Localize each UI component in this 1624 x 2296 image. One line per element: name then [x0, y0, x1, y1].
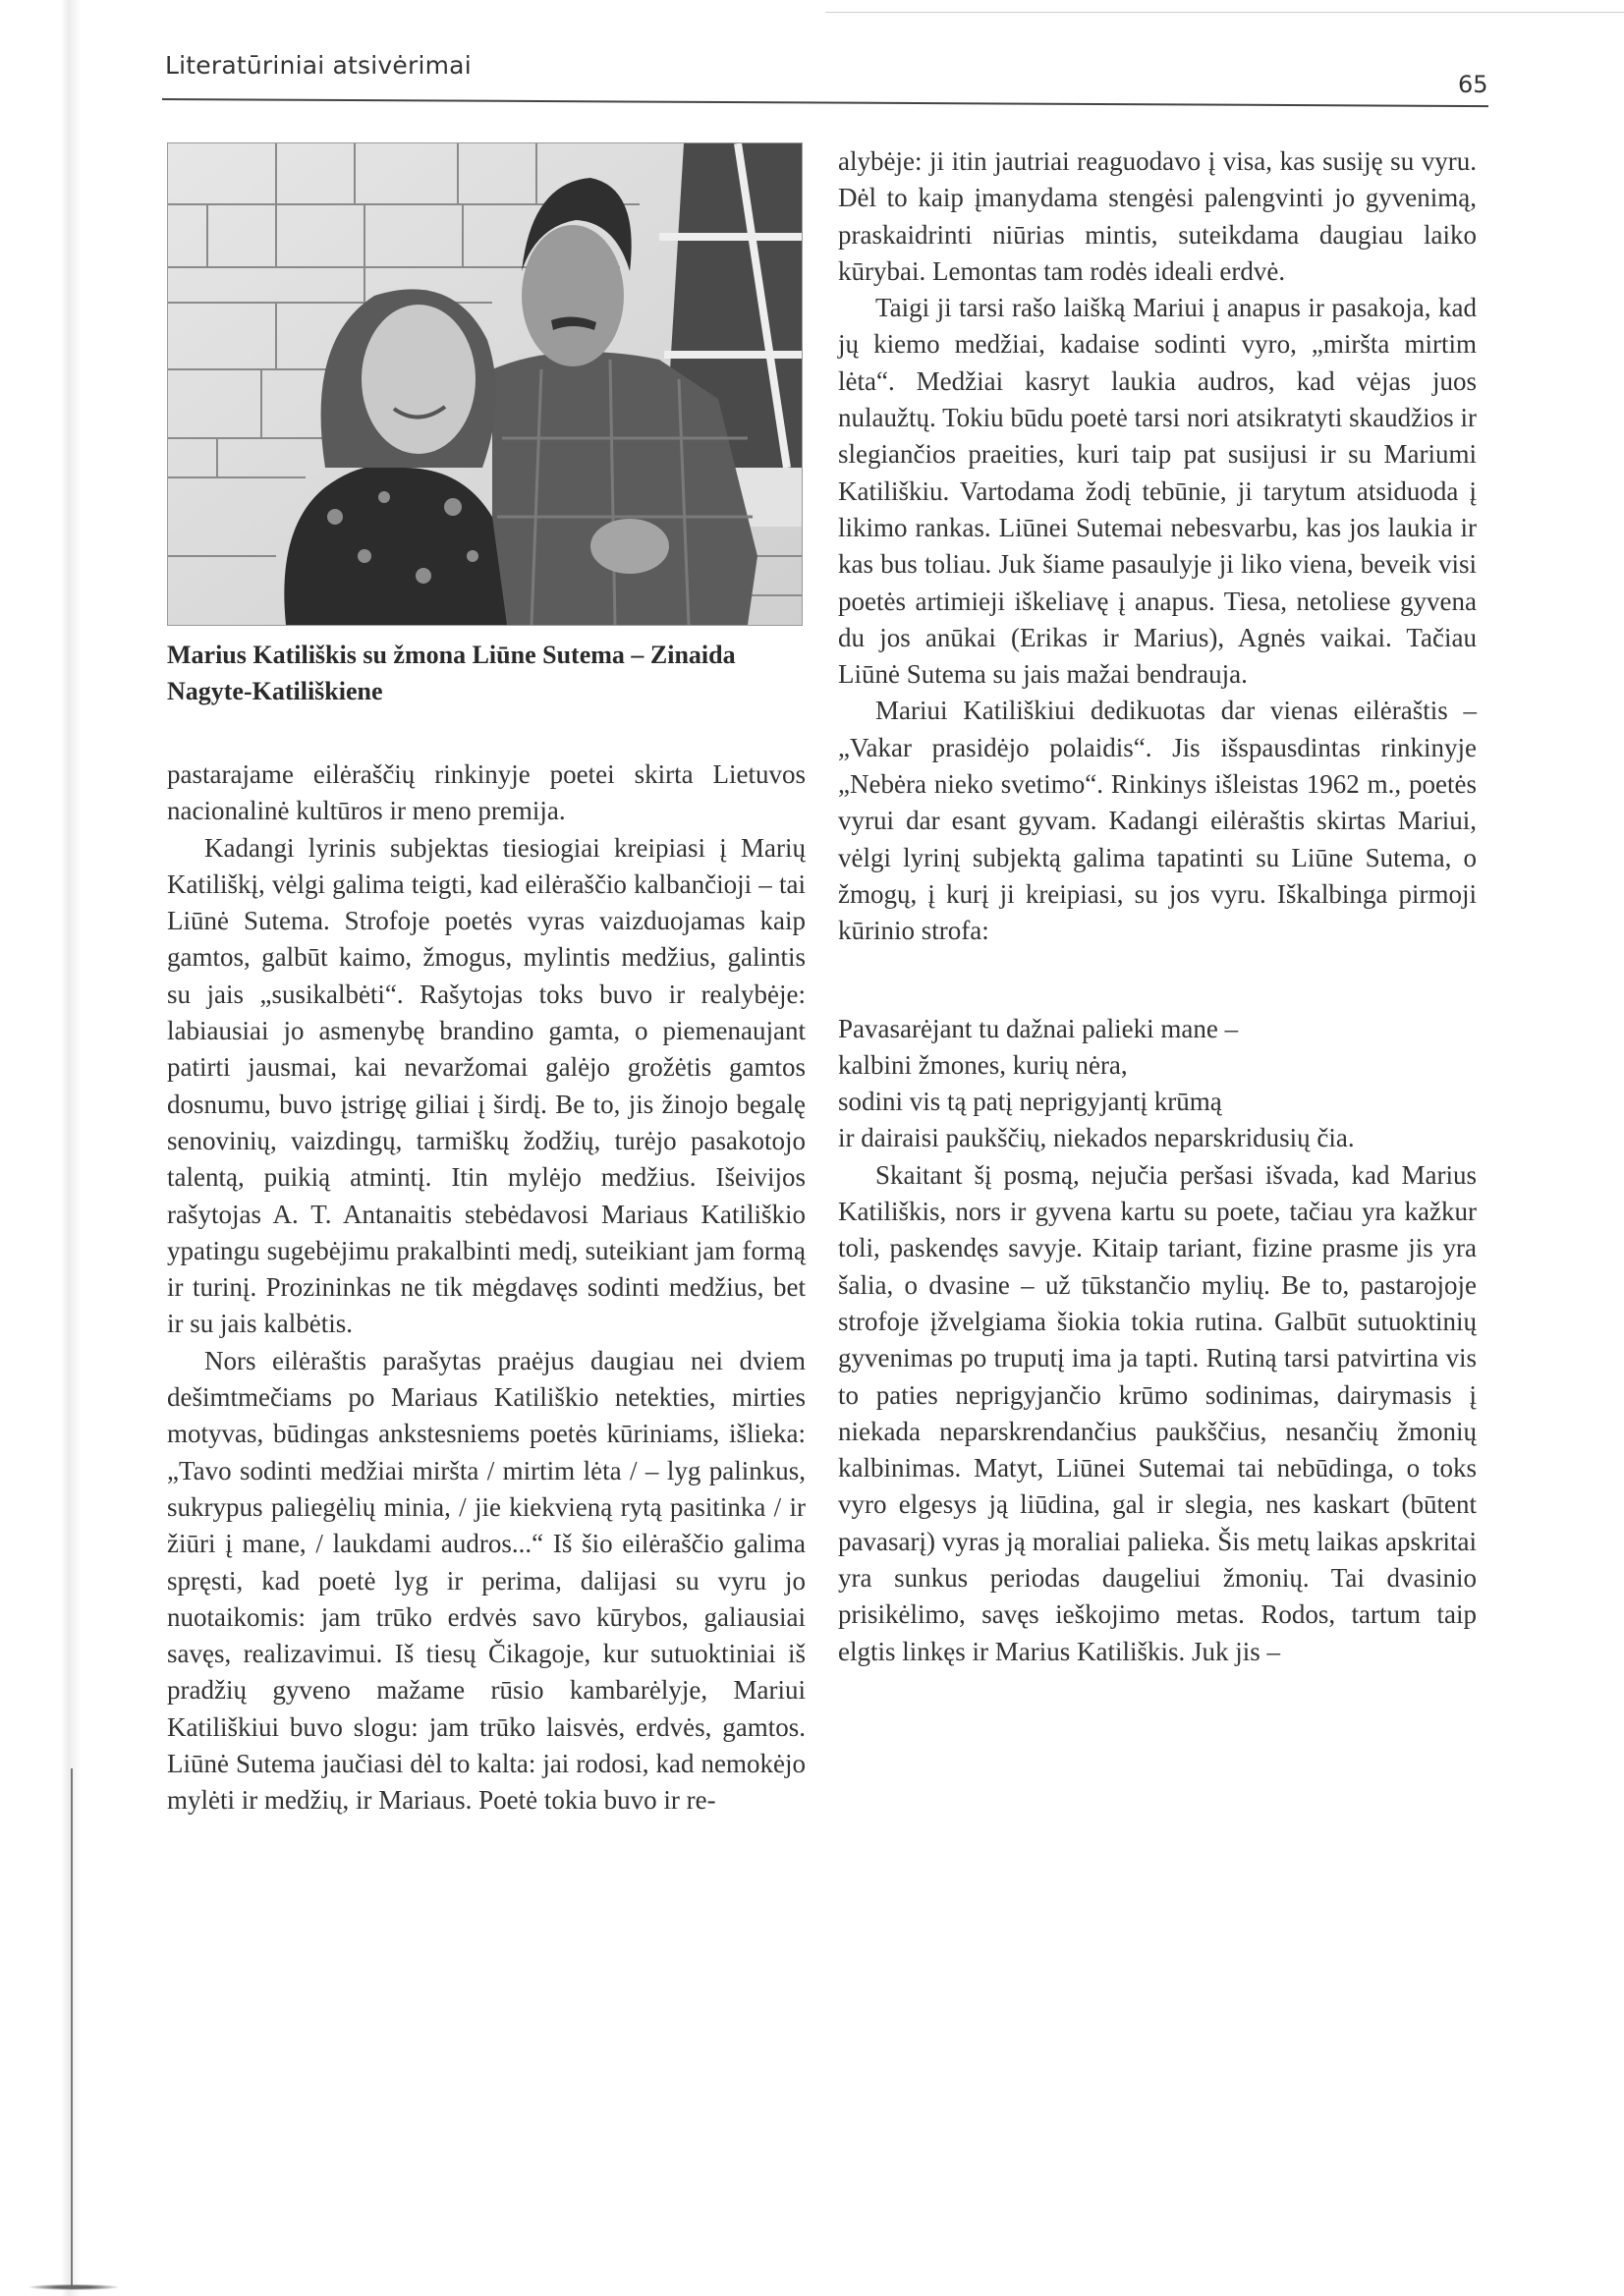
body-paragraph: pastarajame eilėraščių rinkinyje poetei skirta Lietuvos nacionalinė kultūros ir meno premija. — [167, 759, 806, 826]
body-paragraph: Mariui Katiliškiui dedikuotas dar vienas eilėraštis – „Vakar prasidėjo polaidis“. Jis išspausdintas rinkinyje „Nebėra nieko svetimo“. Rinkinys išleistas 1962 m., poetės vyrui dar esant gyvam. Kadangi eilėraštis skirtas Mariui, vėlgi lyrinį subjektą galima tapatinti su Liūne Sutema, o žmogų, į kurį ji kreipiasi, su jos vyru. Iškalbinga pirmoji kūrinio strofa: — [838, 696, 1477, 946]
poem-line: ir dairaisi paukščių, niekados neparskridusių čia. — [838, 1123, 1355, 1153]
right-column — [838, 143, 1477, 1670]
clasped-hands — [590, 519, 669, 574]
woman-face — [362, 305, 476, 454]
body-paragraph: alybėje: ji itin jautriai reaguodavo į visa, kas susiję su vyru. Dėl to kaip įmanydama stengėsi palengvinti jo gyvenimą, praskaidrinti niūrias mintis, suteikdama daugiau laiko kūrybai. Lemontas tam rodės ideali erdvė. — [838, 146, 1477, 286]
poem-line: kalbini žmones, kurių nėra, — [838, 1049, 1128, 1080]
binding-edge-foot — [29, 2284, 118, 2290]
body-paragraph: Skaitant šį posmą, nejučia peršasi išvada, kad Marius Katiliškis, nors ir gyvena kartu su poete, tačiau yra kažkur toli, paskendęs savyje. Kitaip tariant, fizine prasme jis yra šalia, o dvasine – už tūkstančio mylių. Be to, pastarojoje strofoje įžvelgiama šiokia tokia rutina. Galbūt sutuoktinių gyvenimas po truputį ima ja tapti. Rutiną tarsi patvirtina vis to paties neprigyjančio krūmo sodinimas, dairymasis į niekada neparskrendančius paukščius, nesančių žmonių kalbinimas. Matyt, Liūnei Sutemai tai nebūdinga, o toks vyro elgesys ją liūdina, gal ir slegia, nes kaskart (būtent pavasarį) vyras ją moraliai palieka. Šis metų laikas apskritai yra sunkus periodas daugeliui žmonių. Tai dvasinio prisikėlimo, savęs ieškojimo metas. Rodos, tartum taip elgtis linkęs ir Marius Katiliškis. Juk jis – — [838, 1159, 1477, 1666]
poem-line: Pavasarėjant tu dažnai palieki mane – — [838, 1013, 1239, 1043]
photo-illustration — [168, 143, 802, 625]
body-paragraph: Nors eilėraštis parašytas praėjus daugiau nei dviem dešimtmečiams po Mariaus Katiliškio netekties, mirties motyvas, būdingas ankstesniems poetės kūriniams, išlieka: „Tavo sodinti medžiai miršta / mirtim lėta / – lyg palinkus, sukrypus paliegėlių minia, / jie kiekvieną rytą pasitinka / ir žiūri į mane, / laukdami audros...“ Iš šio eilėraščio galima spręsti, kad poetė lyg ir perima, dalijasi su vyru jo nuotaikomis: jam trūko erdvės savo kūrybos, galiausiai savęs, realizavimui. Iš tiesų Čikagoje, kur sutuoktiniai iš pradžių gyveno mažame rūsio kambarėlyje, Mariui Katiliškiui buvo slogu: jam trūko laisvės, erdvės, gamtos. Liūnė Sutema jaučiasi dėl to kalta: jai rodosi, kad nemokėjo mylėti ir medžių, ir Mariaus. Poetė tokia buvo ir re- — [167, 1345, 806, 1816]
man-face — [522, 225, 624, 366]
body-paragraph: Taigi ji tarsi rašo laišką Mariui į anapus ir pasakoja, kad jų kiemo medžiai, kadaise sodinti vyro, „miršta mirtim lėta“. Medžiai kasryt laukia audros, kad vėjas juos nulaužtų. Tokiu būdu poetė tarsi nori atsikratyti skaudžios ir slegiančios praeities, kuri taip pat susijusi ir su Mariumi Katiliškiu. Vartodama žodį tebūnie, ji tarytum atsiduoda į likimo rankas. Liūnei Sutemai nebesvarbu, kas jos laukia ir kas bus toliau. Juk šiame pasaulyje ji liko viena, beveik visi poetės artimieji iškeliavę į anapus. Tiesa, netoliese gyvena du jos anūkai (Erikas ir Marius), Agnės vaikai. Tačiau Liūnė Sutema su jais mažai bendrauja. — [838, 293, 1477, 690]
page-number: 65 — [1458, 71, 1488, 98]
running-head: Literatūriniai atsivėrimai — [165, 51, 472, 80]
binding-edge-line — [71, 1768, 73, 2289]
page-top-edge — [825, 12, 1624, 13]
photo — [167, 142, 803, 626]
left-column — [167, 756, 806, 1820]
figure-caption: Marius Katiliškis su žmona Liūne Sutema – Zinaida Nagyte-Katiliškiene — [167, 641, 736, 705]
body-paragraph: Kadangi lyrinis subjektas tiesiogiai kreipiasi į Marių Katiliškį, vėlgi galima teigti, kad eilėraščio kalbančioji – tai Liūnė Sutema. Strofoje poetės vyras vaizduojamas kaip gamtos, galbūt kaimo, žmogus, mylintis medžius, galintis su jais „susikalbėti“. Rašytojas toks buvo ir realybėje: labiausiai jo asmenybę brandino gamta, o piemenaujant patirti jausmai, kai nevaržomai galėjo grožėtis gamtos dosnumu, buvo įstrigę giliai į širdį. Be to, jis žinojo begalę senovinių, vaizdingų, tarmiškų žodžių, turėjo pasakotojo talentą, puikią atmintį. Itin mylėjo medžius. Išeivijos rašytojas A. T. Antanaitis stebėdavosi Mariaus Katiliškio ypatingu sugebėjimu prakalbinti medį, suteikiant jam formą ir turinį. Prozininkas ne tik mėgdavęs sodinti medžius, bet ir su jais kalbėtis. — [167, 832, 806, 1339]
header-rule — [162, 98, 1488, 107]
poem-line: sodini vis tą patį neprigyjantį krūmą — [838, 1087, 1222, 1117]
